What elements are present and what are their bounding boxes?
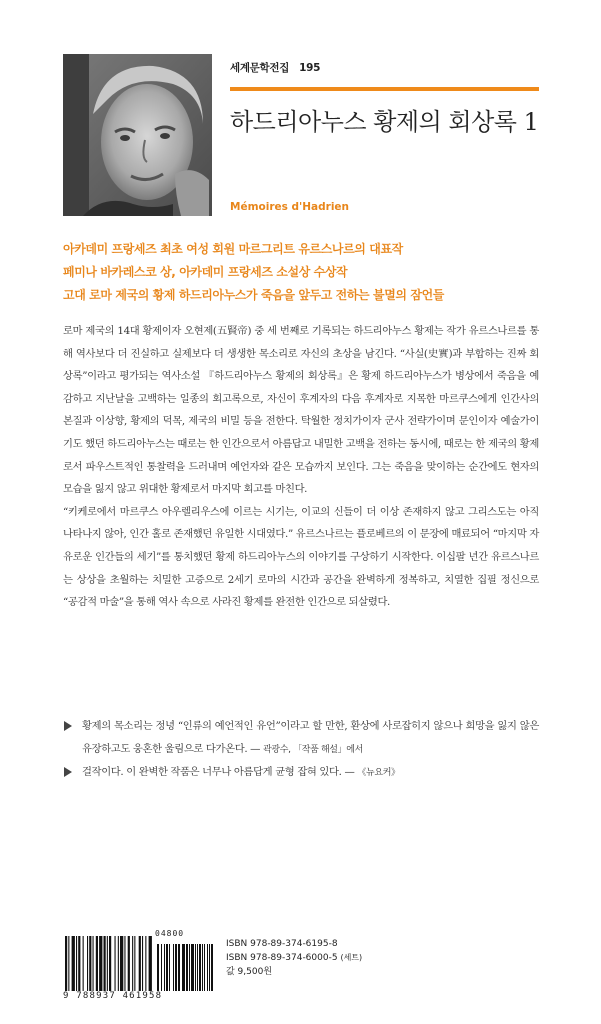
series-label — [230, 60, 320, 75]
book-title: 하드리아누스 황제의 회상록 1 — [230, 108, 539, 136]
title-rule — [230, 87, 539, 91]
triangle-bullet-icon — [64, 721, 72, 731]
barcode-digits: 9 788937 461958 — [63, 991, 163, 1001]
triangle-bullet-icon — [64, 767, 72, 777]
taglines — [63, 238, 543, 307]
original-title: Mémoires d'Hadrien — [230, 201, 350, 213]
series-name: 세계문학전집 — [230, 62, 290, 74]
isbn-set-line — [226, 951, 362, 965]
quote-source: 곽광수, 「작품 해설」에서 — [263, 744, 363, 755]
review-quotes — [63, 715, 539, 785]
quote-text: 황제의 목소리는 정녕 “인류의 예언적인 유언”이라고 할 만한, 환상에 사로잡히지 않으나 희망을 잃지 않은 유장하고도 웅혼한 울림으로 다가온다. — — [82, 720, 539, 755]
isbn-volume: ISBN 978-89-374-6195-8 — [226, 939, 338, 949]
review-quote — [63, 761, 539, 785]
quote-text: 걸작이다. 이 완벽한 작품은 너무나 아름답게 균형 잡혀 있다. — — [82, 766, 355, 779]
synopsis-paragraph: “키케로에서 마르쿠스 아우렐리우스에 이르는 시기는, 이교의 신들이 더 이상 존재하지 않고 그리스도는 아직 나타나지 않아, 인간 홀로 존재했던 유일한 시대였다.” 유르스나르는 플로베르의 이 문장에 매료되어 “마지막 자유로운 인간들의 세기”를 통치했던 황제 하드리아누스의 이야기를 구상하기 시작한다. 이십팔 년간 유르스나르는 상상을 초월하는 치밀한 고증으로 2세기 로마의 시간과 공간을 완벽하게 정복하고, 치열한 집필 정신으로 “공감적 마술”을 통해 역사 속으로 사라진 황제를 완전한 인간으로 되살렸다. — [63, 505, 539, 609]
review-quote — [63, 715, 539, 761]
synopsis-paragraph: 로마 제국의 14대 황제이자 오현제(五賢帝) 중 세 번째로 기록되는 하드리아누스 황제는 작가 유르스나르를 통해 역사보다 더 진실하고 실제보다 더 생생한 목소리로 자신의 초상을 남긴다. “사실(史實)과 부합하는 진짜 회상록”이라고 평가되는 역사소설 『하드리아누스 황제의 회상록』은 황제 하드리아누스가 병상에서 죽음을 예감하고 지난날을 고백하는 일종의 회고록으로, 자신이 후계자의 다음 후계자로 지목한 마르쿠스에게 인간사의 본질과 이상향, 황제의 덕목, 제국의 비밀 등을 전한다. 탁월한 정치가이자 군사 전략가이며 문인이자 예술가이기도 했던 하드리아누스는 때로는 한 인간으로서 아름답고 내밀한 고백을 전하는 동시에, 때로는 한 제국의 황제로서 파우스트적인 통찰력을 드러내며 예언자와 같은 모습까지 보인다. 그는 죽음을 맞이하는 순간에도 현자의 모습을 잃지 않고 위대한 황제로서 마지막 회고를 마친다. — [63, 325, 539, 496]
tagline: 고대 로마 제국의 황제 하드리아누스가 죽음을 앞두고 전하는 불멸의 잠언들 — [63, 288, 444, 302]
price: 값 9,500원 — [226, 967, 273, 977]
author-photo — [63, 54, 212, 216]
series-number: 195 — [299, 62, 321, 74]
isbn-block — [226, 937, 362, 979]
barcode — [63, 936, 216, 991]
synopsis — [63, 320, 539, 614]
isbn-set-label: (세트) — [340, 953, 363, 962]
tagline: 페미나 바카레스코 상, 아카데미 프랑세즈 소설상 수상작 — [63, 265, 348, 279]
barcode-bars-icon — [63, 936, 216, 991]
tagline: 아카데미 프랑세즈 최초 여성 회원 마르그리트 유르스나르의 대표작 — [63, 242, 403, 256]
quote-source: 《뉴요커》 — [357, 768, 400, 779]
isbn-set: ISBN 978-89-374-6000-5 — [226, 953, 338, 963]
barcode-supplement-digits: 04800 — [155, 929, 185, 938]
